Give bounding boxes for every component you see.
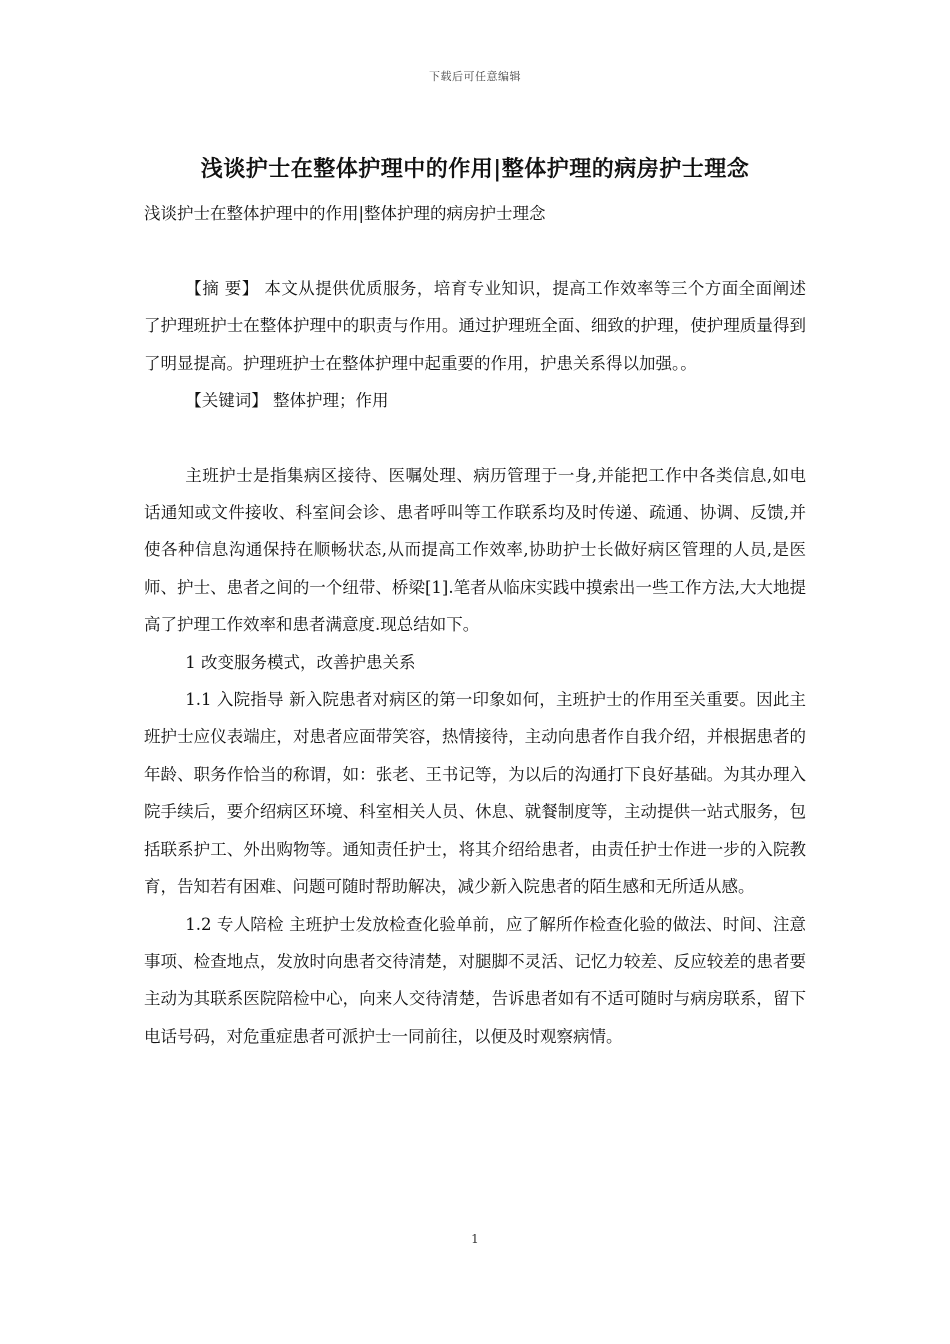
page-header: 下载后可任意编辑 [429,70,521,83]
page-number: 1 [471,1232,479,1246]
intro-paragraph: 主班护士是指集病区接待、医嘱处理、病历管理于一身,并能把工作中各类信息,如电话通知或文件接收、科室间会诊、患者呼叫等工作联系均及时传递、疏通、协调、反馈,并使各种信息沟通保持在顺畅状态,从而提高工作效率,协助护士长做好病区管理的人员,是医师、护士、患者之间的一个纽带、桥梁[1].笔者从临床实践中摸索出一些工作方法,大大地提高了护理工作效率和患者满意度.现总结如下。 [144,465,806,635]
section-1-1-paragraph: 1.1 入院指导 新入院患者对病区的第一印象如何，主班护士的作用至关重要。因此主班护士应仪表端庄，对患者应面带笑容，热情接待，主动向患者作自我介绍，并根据患者的年龄、职务作恰当的称谓，如：张老、王书记等，为以后的沟通打下良好基础。为其办理入院手续后，要介绍病区环境、科室相关人员、休息、就餐制度等，主动提供一站式服务，包括联系护工、外出购物等。通知责任护士，将其介绍给患者，由责任护士作进一步的入院教育，告知若有困难、问题可随时帮助解决，减少新入院患者的陌生感和无所适从感。 [144,690,806,897]
document-subtitle: 浅谈护士在整体护理中的作用|整体护理的病房护士理念 [144,204,546,223]
keywords-label: 【关键词】 [185,391,268,411]
document-title: 浅谈护士在整体护理中的作用|整体护理的病房护士理念 [200,156,750,182]
abstract-text: 本文从提供优质服务，培育专业知识，提高工作效率等三个方面全面阐述了护理班护士在整体护理中的职责与作用。通过护理班全面、细致的护理，使护理质量得到了明显提高。护理班护士在整体护理中起重要的作用，护患关系得以加强。。 [144,279,807,373]
abstract-paragraph [144,270,806,382]
section-1-2-paragraph: 1.2 专人陪检 主班护士发放检查化验单前，应了解所作检查化验的做法、时间、注意事项、检查地点，发放时向患者交待清楚，对腿脚不灵活、记忆力较差、反应较差的患者要主动为其联系医院陪检中心，向来人交待清楚，告诉患者如有不适可随时与病房联系，留下电话号码，对危重症患者可派护士一同前往，以便及时观察病情。 [144,914,806,1046]
abstract-label: 【摘 要】 [185,279,259,298]
keywords-text: 整体护理；作用 [267,391,389,411]
keywords-paragraph [144,382,806,419]
document-body [144,270,806,1055]
section-1-heading: 1 改变服务模式，改善护患关系 [185,652,416,672]
